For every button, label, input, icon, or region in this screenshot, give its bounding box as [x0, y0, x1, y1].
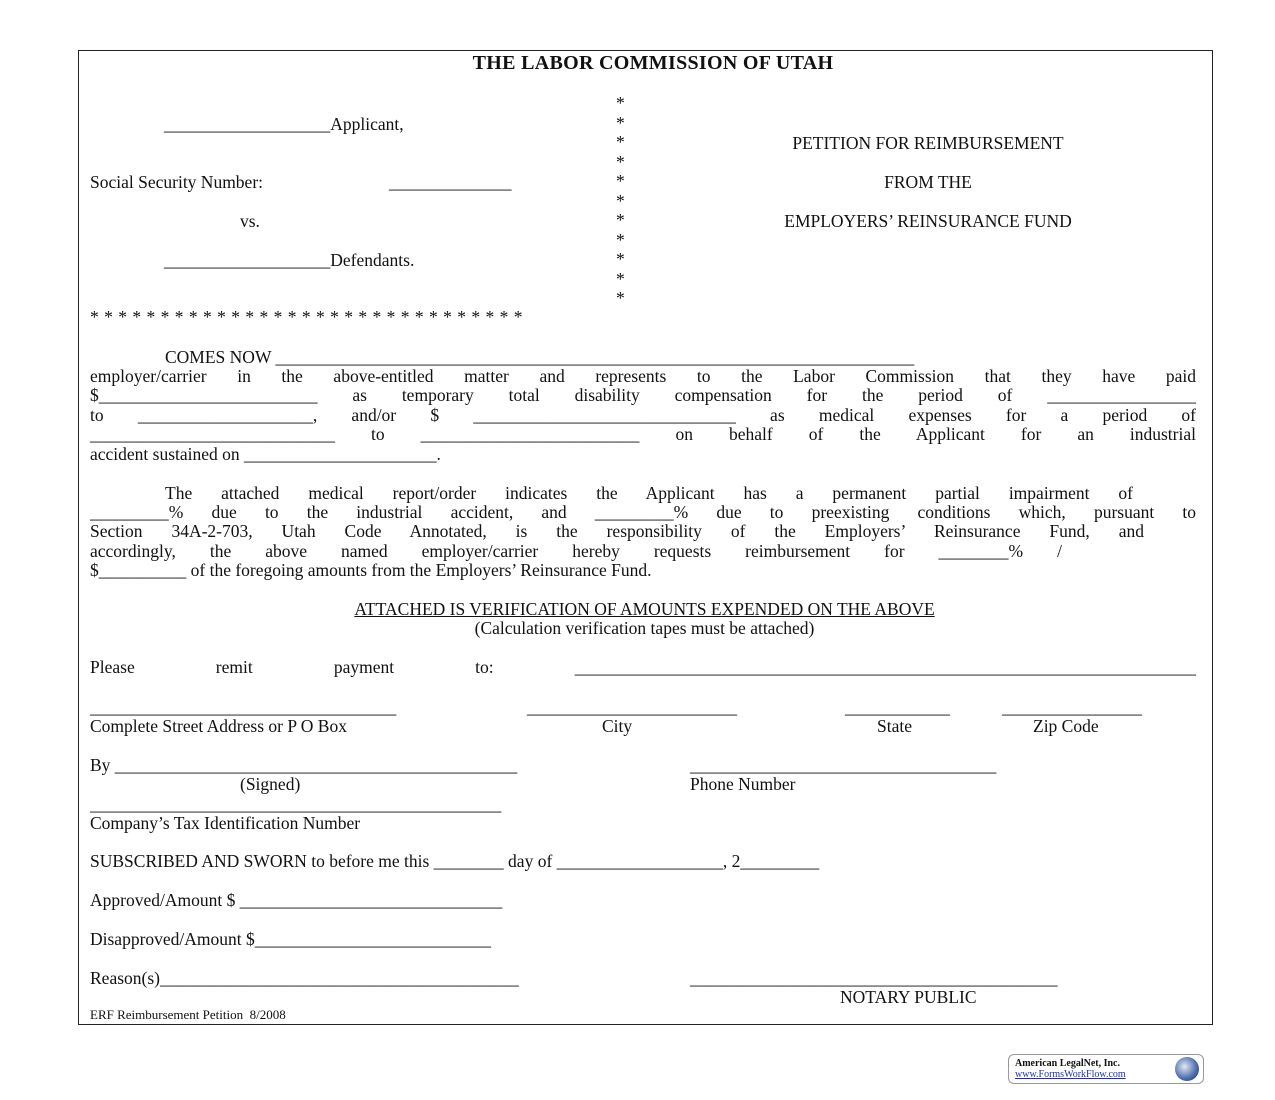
petition-title-line2: FROM THE	[884, 172, 972, 192]
attached-note: (Calculation verification tapes must be attached)	[474, 618, 815, 638]
petition-title-line1: PETITION FOR REIMBURSEMENT	[792, 133, 1064, 153]
caption-star: *	[616, 229, 625, 250]
para2-line: Section 34A-2-703, Utah Code Annotated, is the responsibility of the Employers’ Reinsurance Fund, and	[90, 521, 1144, 541]
signature-field[interactable]: By ______________________________________________	[90, 755, 518, 775]
comes-now-line[interactable]: COMES NOW _________________________________________________________________________	[165, 347, 915, 367]
ssn-field[interactable]: ______________	[389, 172, 512, 192]
globe-icon	[1175, 1057, 1199, 1081]
logo-url-link[interactable]: www.FormsWorkFlow.com	[1015, 1069, 1126, 1080]
caption-star: *	[616, 268, 625, 289]
logo-name: American LegalNet, Inc.	[1015, 1058, 1120, 1069]
para1-line: employer/carrier in the above-entitled matter and represents to the Labor Commission that they have paid	[90, 366, 1196, 386]
notary-public-label: NOTARY PUBLIC	[840, 987, 977, 1007]
caption-star: *	[616, 151, 625, 172]
city-field[interactable]: ________________________	[527, 697, 737, 717]
street-field[interactable]: ___________________________________	[90, 697, 397, 717]
applicant-field[interactable]: ___________________Applicant,	[164, 114, 404, 134]
caption-star: *	[616, 288, 625, 308]
para1-line[interactable]: $_________________________ as temporary total disability compensation for the period of _________________	[90, 385, 1196, 405]
american-legalnet-logo[interactable]	[1008, 1054, 1204, 1084]
subscribed-line[interactable]: SUBSCRIBED AND SWORN to before me this ________ day of ___________________, 2_________	[90, 851, 820, 871]
defendants-field[interactable]: ___________________Defendants.	[164, 250, 415, 270]
approved-amount-field[interactable]: Approved/Amount $ ______________________________	[90, 890, 503, 910]
caption-star: *	[616, 132, 625, 152]
remit-payment-field[interactable]: Please remit payment to: _______________________________________________________________________	[90, 657, 1196, 677]
para2-line[interactable]: $__________ of the foregoing amounts from the Employers’ Reinsurance Fund.	[90, 560, 652, 580]
para2-line[interactable]: accordingly, the above named employer/carrier hereby requests reimbursement for ________% /	[90, 541, 1062, 561]
state-field[interactable]: ____________	[845, 697, 950, 717]
vs-label: vs.	[240, 211, 260, 231]
zip-field[interactable]: ________________	[1002, 697, 1142, 717]
para1-line[interactable]: to ____________________, and/or $ ______________________________ as medical expenses for a period of	[90, 405, 1196, 425]
tax-id-label: Company’s Tax Identification Number	[90, 813, 361, 833]
caption-star: *	[616, 93, 625, 113]
city-label: City	[602, 716, 633, 736]
signed-label: (Signed)	[240, 774, 301, 794]
para2-line: The attached medical report/order indicates the Applicant has a permanent partial impairment of	[165, 483, 1133, 503]
caption-star: *	[616, 171, 625, 191]
caption-star: *	[616, 112, 625, 133]
caption-star: *	[616, 210, 625, 230]
caption-star: *	[616, 249, 625, 269]
form-title: THE LABOR COMMISSION OF UTAH	[472, 52, 834, 74]
tax-id-field[interactable]: _______________________________________________	[90, 794, 502, 814]
attached-heading: ATTACHED IS VERIFICATION OF AMOUNTS EXPENDED ON THE ABOVE	[354, 599, 935, 619]
zip-label: Zip Code	[1033, 716, 1099, 736]
caption-star: *	[616, 190, 625, 211]
petition-title-line3: EMPLOYERS’ REINSURANCE FUND	[784, 211, 1072, 231]
caption-star-row: * * * * * * * * * * * * * * * * * * * * * * * * * * * * * * *	[90, 307, 523, 327]
para1-line[interactable]: ____________________________ to _________________________ on behalf of the Applicant for an industrial	[90, 424, 1196, 444]
phone-label: Phone Number	[690, 774, 796, 794]
disapproved-amount-field[interactable]: Disapproved/Amount $___________________________	[90, 929, 492, 949]
ssn-label: Social Security Number:	[90, 172, 264, 192]
notary-signature-field[interactable]: __________________________________________	[690, 968, 1058, 988]
para2-line[interactable]: _________% due to the industrial accident, and _________% due to preexisting conditions which, pursuant to	[90, 502, 1196, 522]
reasons-field[interactable]: Reason(s)_________________________________________	[90, 968, 519, 988]
street-label: Complete Street Address or P O Box	[90, 716, 347, 736]
state-label: State	[877, 716, 912, 736]
phone-field[interactable]: ___________________________________	[690, 755, 997, 775]
form-footer: ERF Reimbursement Petition 8/2008	[90, 1007, 286, 1022]
para1-line[interactable]: accident sustained on ______________________.	[90, 444, 441, 464]
